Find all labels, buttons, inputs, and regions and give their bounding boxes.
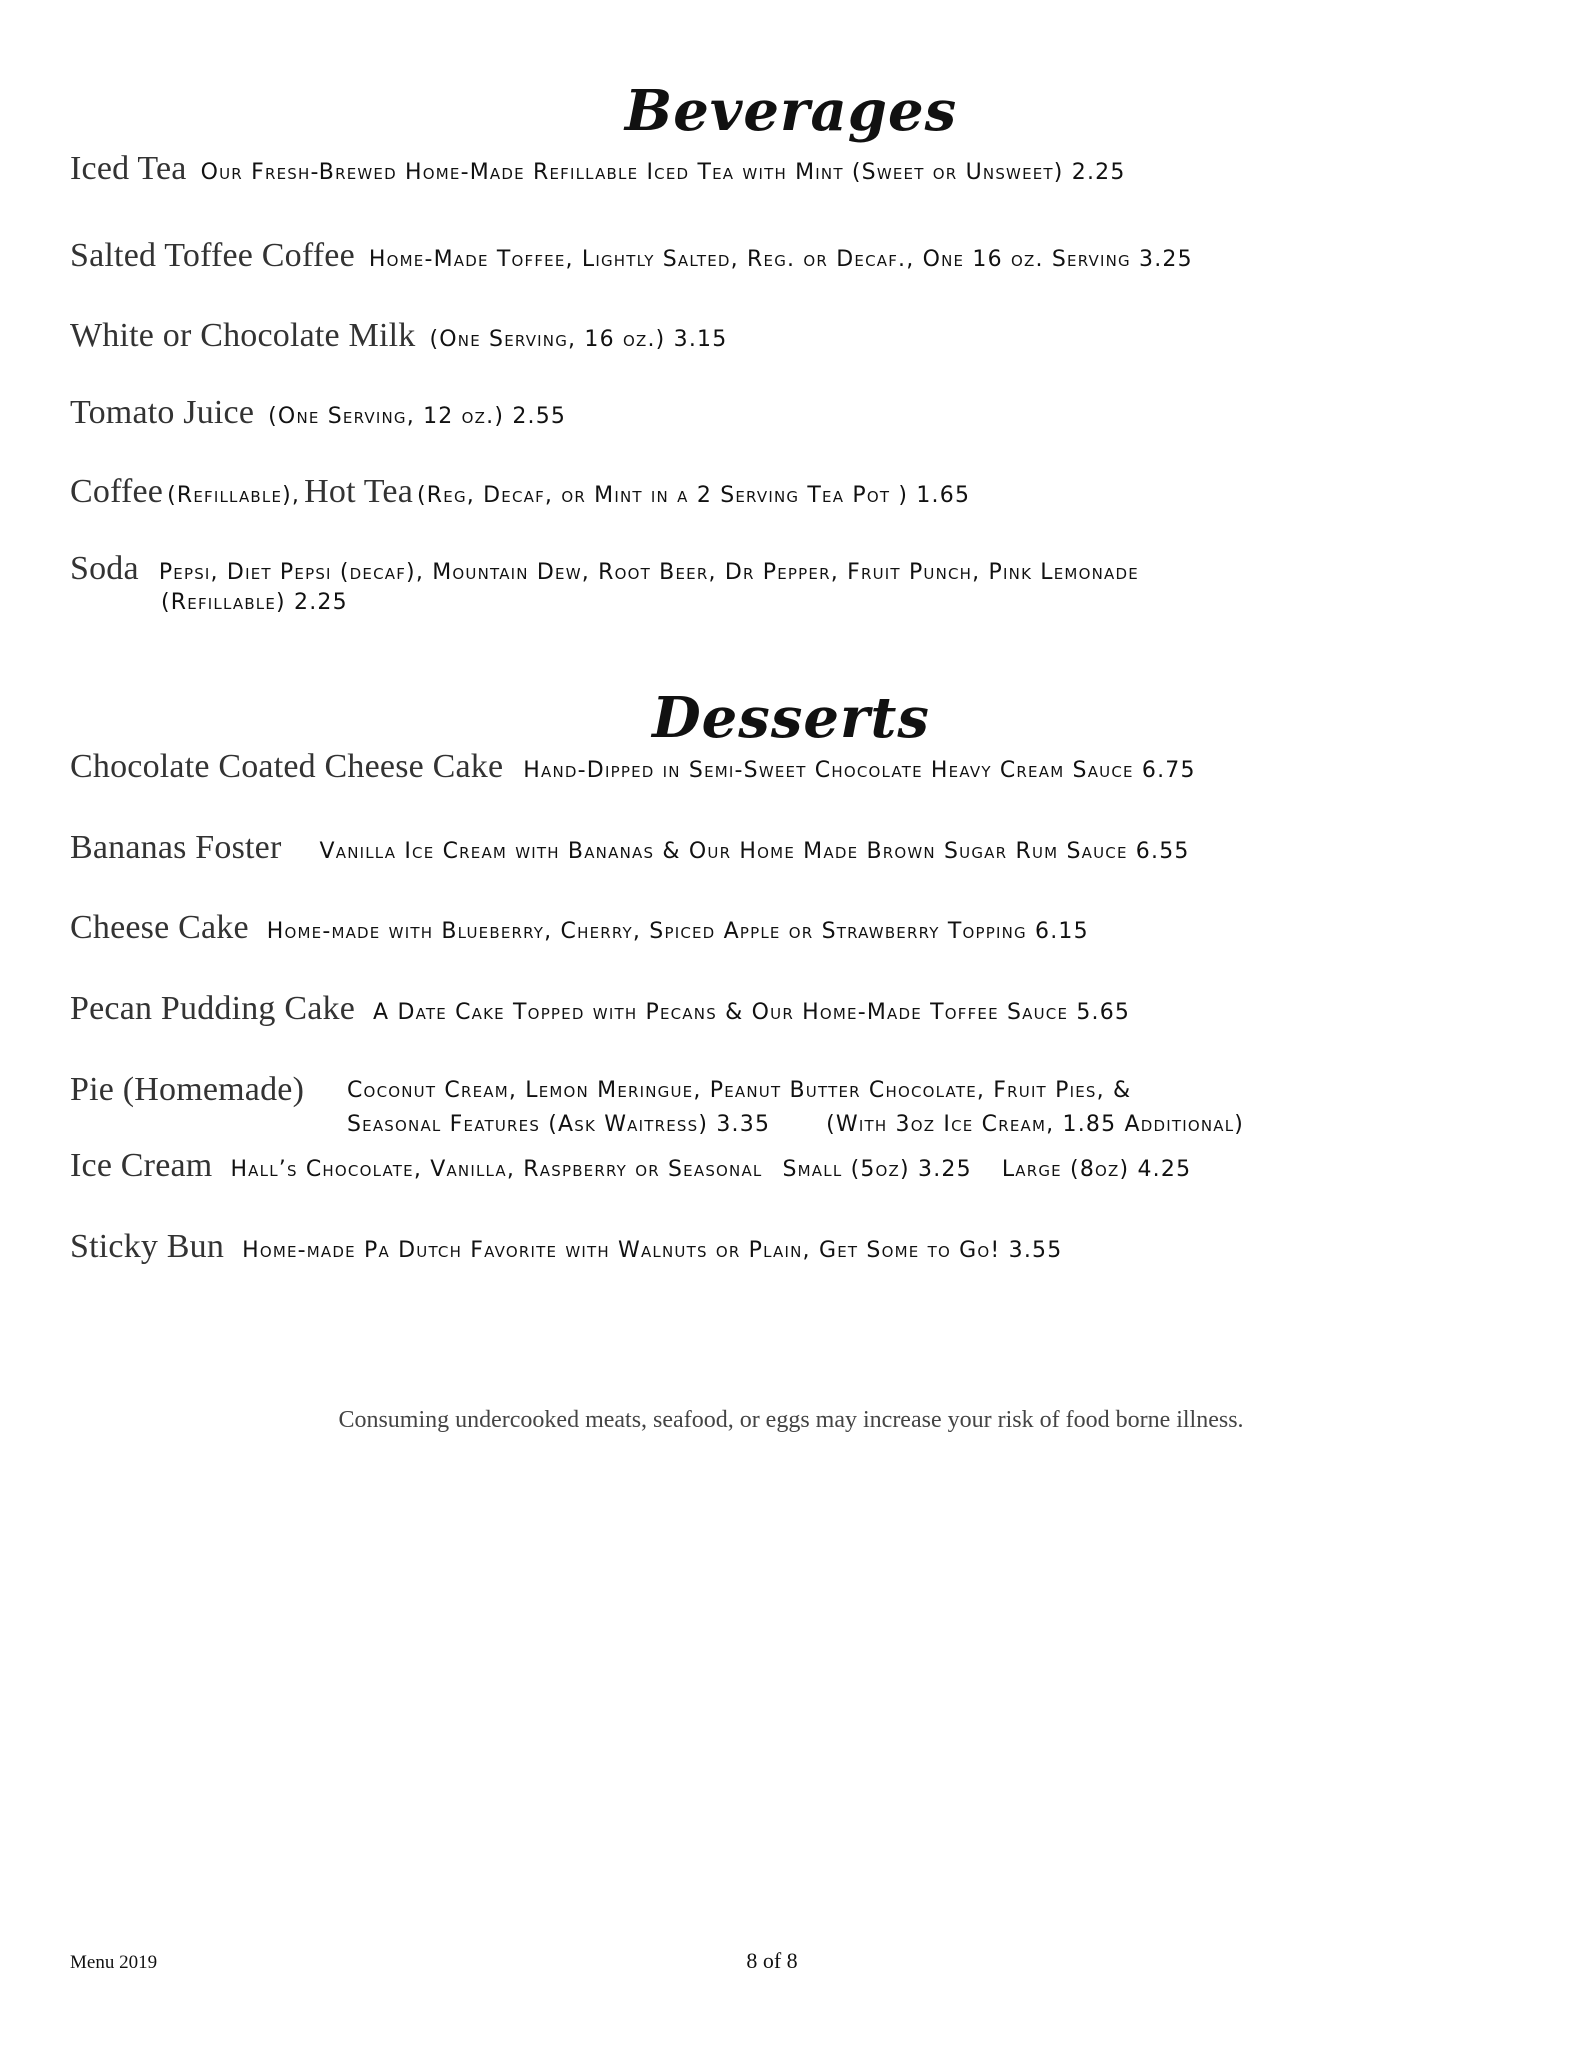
item-description-line1: Pepsi, Diet Pepsi (decaf), Mountain Dew, Root Beer, Dr Pepper, Fruit Punch, Pink Lemonade	[158, 560, 1139, 585]
item-name: Sticky Bun	[70, 1228, 225, 1265]
item-description: Hall’s Chocolate, Vanilla, Raspberry or Seasonal	[230, 1157, 763, 1182]
menu-item-coffee-hot-tea	[70, 473, 1520, 511]
item-description-extra: (With 3oz Ice Cream, 1.85 Additional)	[826, 1112, 1245, 1137]
item-description: Home-made Pa Dutch Favorite with Walnuts or Plain, Get Some to Go! 3.55	[242, 1238, 1063, 1263]
item-description: (One Serving, 12 oz.) 2.55	[268, 404, 567, 429]
item-name: Tomato Juice	[70, 394, 255, 431]
item-description-line2: (Refillable) 2.25	[161, 590, 348, 615]
food-safety-notice: Consuming undercooked meats, seafood, or eggs may increase your risk of food borne illness.	[338, 1407, 1244, 1433]
menu-item-bananas-foster	[70, 829, 1520, 867]
item-description: Our Fresh-Brewed Home-Made Refillable Iced Tea with Mint (Sweet or Unsweet) 2.25	[200, 160, 1126, 185]
menu-item-pie	[70, 1071, 1520, 1141]
footer-menu-year: Menu 2019	[70, 1952, 158, 1973]
menu-item-salted-toffee-coffee	[70, 237, 1520, 275]
item-description: Hand-Dipped in Semi-Sweet Chocolate Heavy Cream Sauce 6.75	[523, 758, 1196, 783]
desserts-title: Desserts	[652, 685, 930, 751]
item-price-small: Small (5oz) 3.25	[782, 1157, 972, 1182]
menu-item-sticky-bun	[70, 1228, 1520, 1266]
item-price-large: Large (8oz) 4.25	[1001, 1157, 1192, 1182]
item-name: Coffee	[70, 473, 164, 510]
item-name: Cheese Cake	[70, 909, 249, 946]
item-name: Pie (Homemade)	[70, 1071, 305, 1108]
item-name: Salted Toffee Coffee	[70, 237, 355, 274]
item-description: Home-Made Toffee, Lightly Salted, Reg. or Decaf., One 16 oz. Serving 3.25	[368, 247, 1193, 272]
page-number: 8 of 8	[746, 1948, 798, 1973]
menu-item-tomato-juice	[70, 394, 1520, 432]
item-name: Pecan Pudding Cake	[70, 990, 355, 1027]
item-description-secondary: (Reg, Decaf, or Mint in a 2 Serving Tea Pot ) 1.65	[417, 483, 971, 508]
item-name: Soda	[70, 550, 139, 587]
item-description: Vanilla Ice Cream with Bananas & Our Home Made Brown Sugar Rum Sauce 6.55	[319, 839, 1190, 864]
item-description-line2: Seasonal Features (Ask Waitress) 3.35	[347, 1112, 771, 1137]
item-description: Home-made with Blueberry, Cherry, Spiced Apple or Strawberry Topping 6.15	[266, 919, 1089, 944]
menu-item-cheese-cake	[70, 909, 1520, 947]
menu-item-iced-tea	[70, 150, 1520, 188]
item-name: Ice Cream	[70, 1147, 213, 1184]
menu-item-ice-cream	[70, 1147, 1520, 1185]
item-name: Bananas Foster	[70, 829, 282, 866]
menu-item-milk	[70, 317, 1520, 355]
item-name: White or Chocolate Milk	[70, 317, 416, 354]
item-description: A Date Cake Topped with Pecans & Our Home-Made Toffee Sauce 5.65	[373, 1000, 1131, 1025]
item-description: (Refillable),	[167, 483, 301, 508]
menu-item-chocolate-cheese-cake	[70, 748, 1520, 786]
item-name: Chocolate Coated Cheese Cake	[70, 748, 504, 785]
menu-item-soda	[70, 550, 1520, 630]
beverages-title: Beverages	[624, 78, 958, 144]
menu-item-pecan-pudding-cake	[70, 990, 1520, 1028]
item-description-line1: Coconut Cream, Lemon Meringue, Peanut Butter Chocolate, Fruit Pies, &	[347, 1078, 1132, 1103]
item-description: (One Serving, 16 oz.) 3.15	[429, 327, 728, 352]
item-name-secondary: Hot Tea	[304, 473, 413, 510]
item-name: Iced Tea	[70, 150, 187, 187]
